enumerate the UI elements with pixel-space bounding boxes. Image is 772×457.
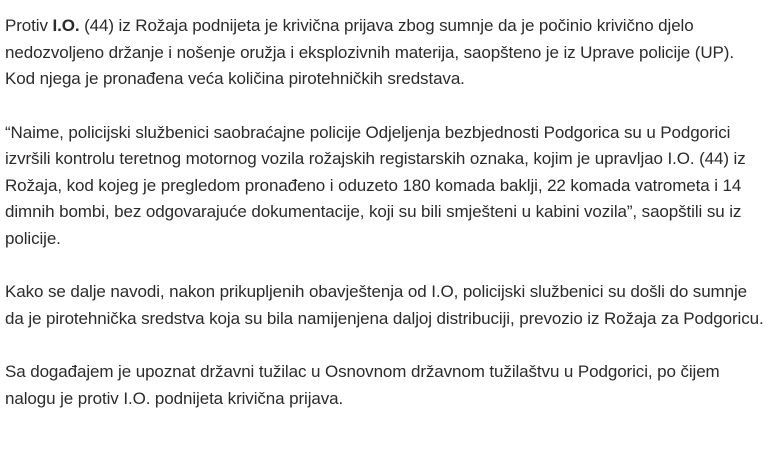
- paragraph-1: [5, 13, 767, 93]
- paragraph-2-quote: “Naime, policijski službenici saobraćajne policije Odjeljenja bezbjednosti Podgorica su u Podgorici izvršili kontrolu teretnog motornog vozila rožajskih registarskih oznaka, kojim je upravljao I.O. (44) iz Rožaja, kod kojeg je pregledom pronađeno i oduzeto 180 komada baklji, 22 komada vatrometa i 14 dimnih bombi, bez odgovarajuće dokumentacije, koji su bili smješteni u kabini vozila”, saopštili su iz policije.: [5, 122, 746, 248]
- paragraph-1-text: (44) iz Rožaja podnijeta je krivična prijava zbog sumnje da je počinio krivično djelo nedozvoljeno držanje i nošenje oružja i eksplozivnih materija, saopšteno je iz Uprave policije (UP). Kod njega je pronađena veća količina pirotehničkih sredstava.: [5, 16, 734, 88]
- paragraph-3: Kako se dalje navodi, nakon prikupljenih obavještenja od I.O, policijski službenici su došli do sumnje da je pirotehnička sredstva koja su bila namijenjena daljoj distribuciji, prevozio iz Rožaja za Podgoricu.: [5, 282, 764, 328]
- paragraph-1-prefix: Protiv: [5, 16, 53, 35]
- article-body: [5, 13, 767, 412]
- paragraph-4: Sa događajem je upoznat državni tužilac u Osnovnom državnom tužilaštvu u Podgorici, po čijem nalogu je protiv I.O. podnijeta krivična prijava.: [5, 362, 720, 408]
- suspect-initials: I.O.: [52, 16, 80, 35]
